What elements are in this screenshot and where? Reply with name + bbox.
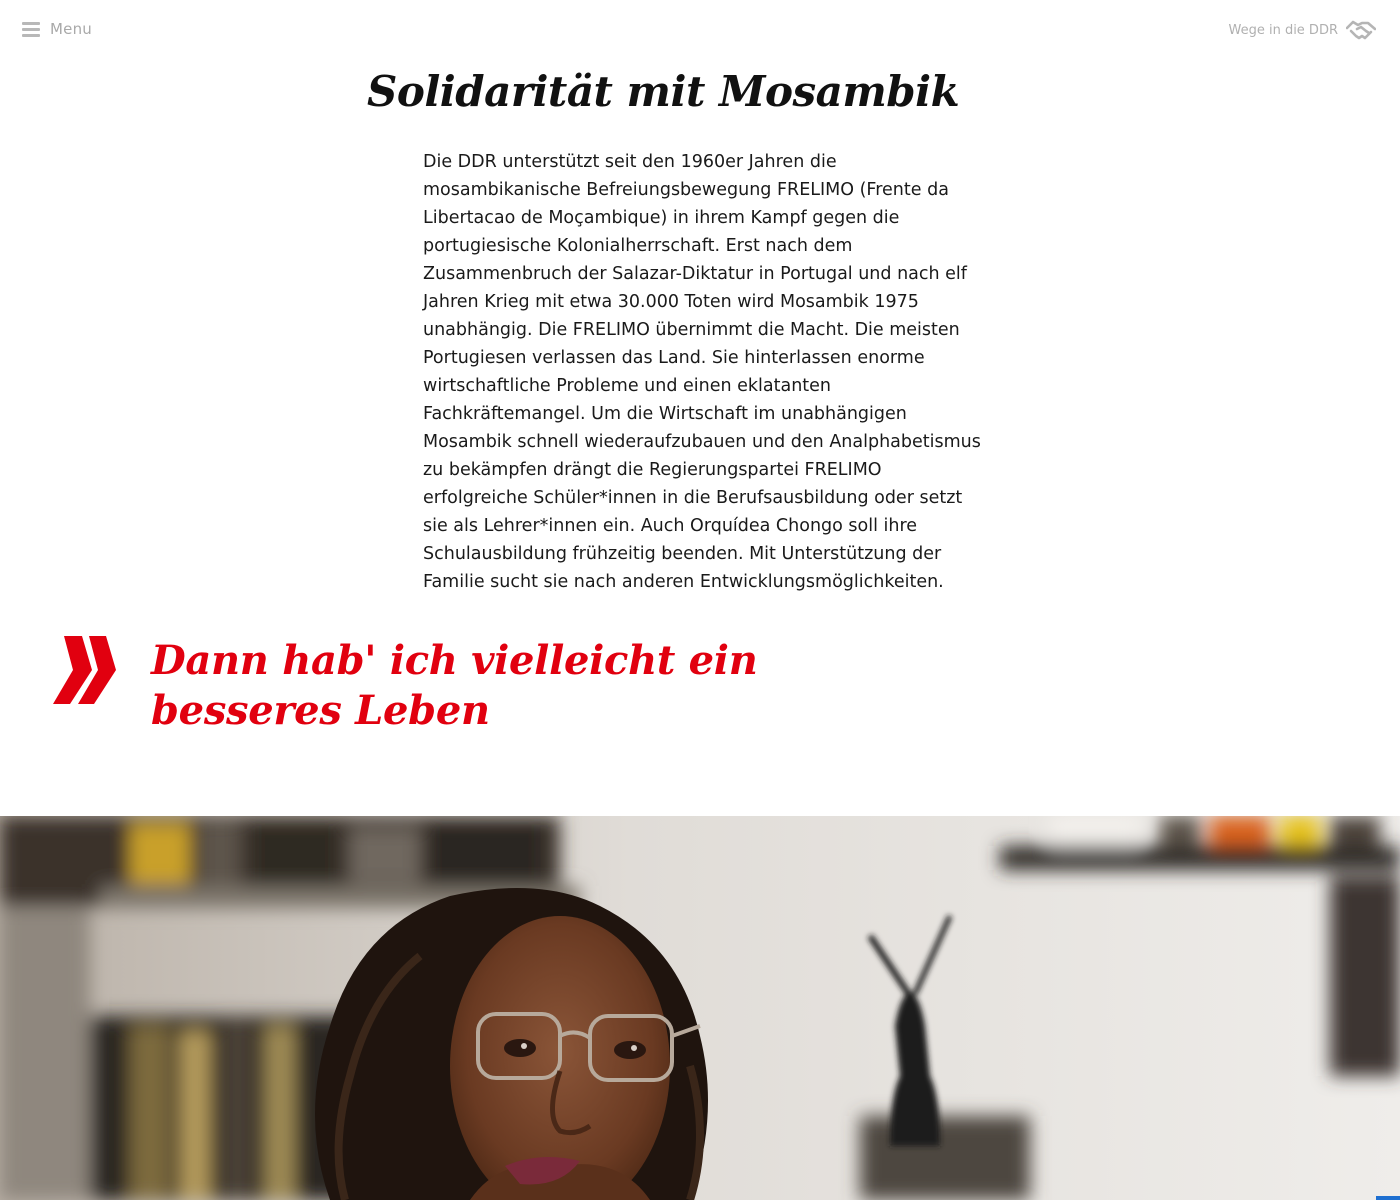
menu-label: Menu xyxy=(50,20,92,38)
menu-button[interactable] xyxy=(22,20,92,38)
handshake-icon xyxy=(1346,19,1376,41)
article-body: Die DDR unterstützt seit den 1960er Jahren die mosambikanische Befreiungsbewegung FRELIMO (Frente da Libertacao de Moçambique) in ihrem Kampf gegen die portugiesische Kolonialherrschaft. Erst nach dem Zusammenbruch der Salazar-Diktatur in Portugal und nach elf Jahren Krieg mit etwa 30.000 Toten wird Mosambik 1975 unabhängig. Die FRELIMO übernimmt die Macht. Die meisten Portugiesen verlassen das Land. Sie hinterlassen enorme wirtschaftliche Probleme und einen eklatanten Fachkräftemangel. Um die Wirtschaft im unabhängigen Mosambik schnell wiederaufzubauen und den Analphabetismus zu bekämpfen drängt die Regierungspartei FRELIMO erfolgreiche Schüler*innen in die Berufsausbildung oder setzt sie als Lehrer*innen ein. Auch Orquídea Chongo soll ihre Schulausbildung frühzeitig beenden. Mit Unterstützung der Familie sucht sie nach anderen Entwicklungsmöglichkeiten. xyxy=(423,152,981,592)
double-chevron-quote-icon xyxy=(52,636,118,704)
pull-quote-text: Dann hab' ich vielleicht ein besseres Leben xyxy=(151,637,758,734)
site-brand-label: Wege in die DDR xyxy=(1228,22,1338,38)
top-navigation xyxy=(0,0,1400,62)
video-still-portrait[interactable] xyxy=(0,816,1400,1200)
video-progress-bar xyxy=(1376,1196,1400,1200)
site-brand-link[interactable] xyxy=(1228,19,1376,41)
video-frame-image xyxy=(0,816,1400,1200)
hamburger-icon xyxy=(22,22,40,37)
page-title: Solidarität mit Mosambik xyxy=(367,67,960,116)
pull-quote xyxy=(52,636,772,746)
